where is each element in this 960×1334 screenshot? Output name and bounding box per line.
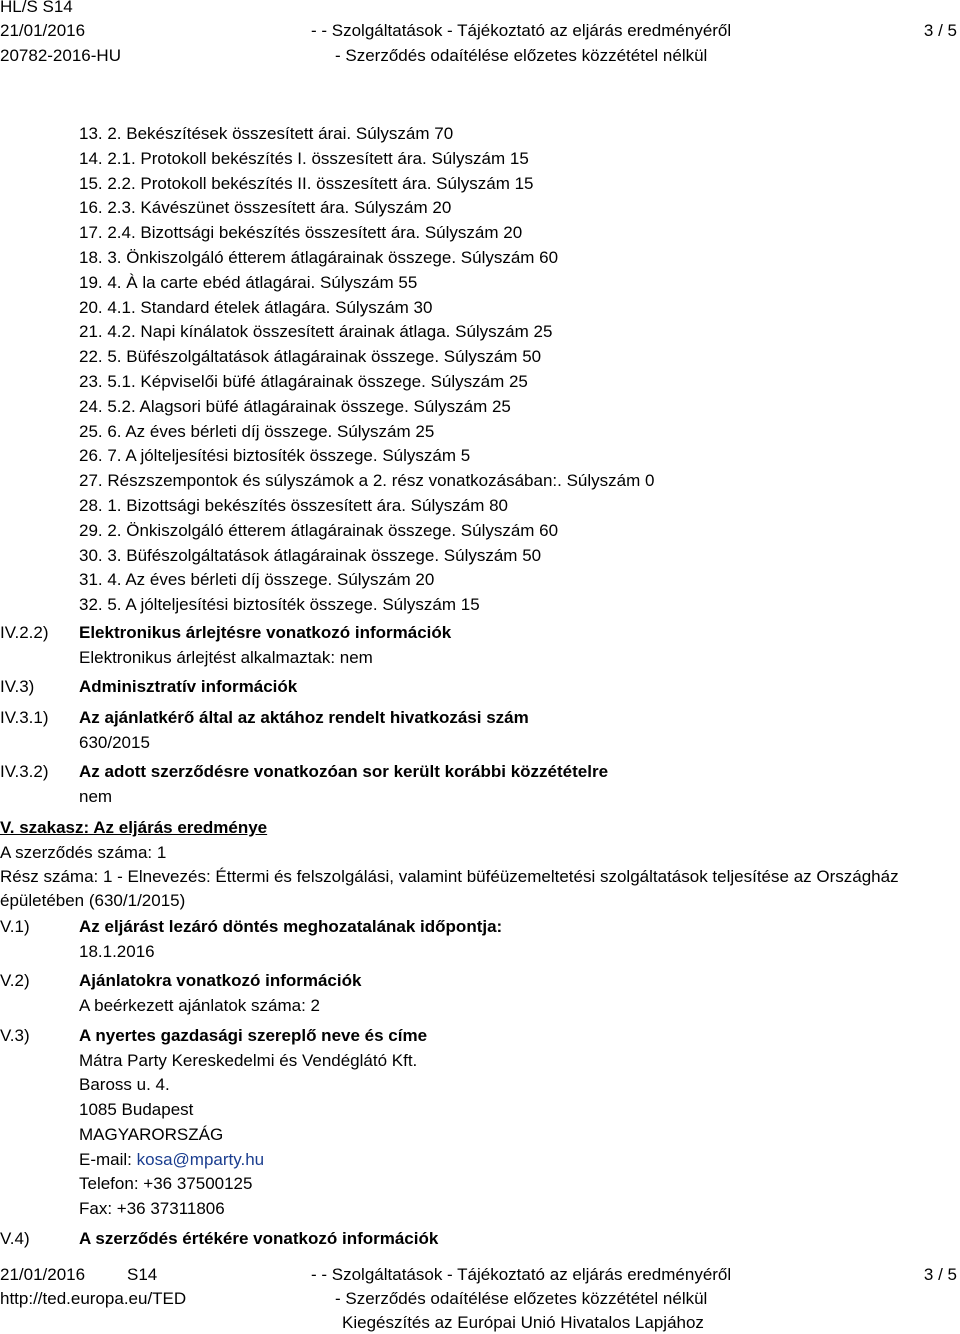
iv-3-number: IV.3) xyxy=(0,677,35,696)
header-title-line2: - Szerződés odaítélése előzetes közzététel nélkül xyxy=(335,46,708,65)
header-title-line1: - - Szolgáltatások - Tájékoztató az eljárás eredményéről xyxy=(311,21,732,40)
footer-date: 21/01/2016 xyxy=(0,1265,86,1284)
iv-3-title: Adminisztratív információk xyxy=(79,677,298,696)
iv-3-2-value: nem xyxy=(79,787,113,806)
footer-title-line1: - - Szolgáltatások - Tájékoztató az eljárás eredményéről xyxy=(311,1265,732,1284)
criterion-item: 32. 5. A jólteljesítési biztosíték összege. Súlyszám 15 xyxy=(79,595,480,615)
iv-3-1-number: IV.3.1) xyxy=(0,708,49,727)
criterion-item: 19. 4. À la carte ebéd átlagárai. Súlyszám 55 xyxy=(79,272,418,292)
contract-number: A szerződés száma: 1 xyxy=(0,843,167,862)
v-3-number: V.3) xyxy=(0,1026,30,1045)
header-date: 21/01/2016 xyxy=(0,21,86,40)
iv-2-2-value: Elektronikus árlejtést alkalmaztak: nem xyxy=(79,648,373,667)
v-2-number: V.2) xyxy=(0,971,30,990)
winner-phone: Telefon: +36 37500125 xyxy=(79,1174,253,1193)
criterion-item: 27. Részszempontok és súlyszámok a 2. rész vonatkozásában:. Súlyszám 0 xyxy=(79,471,655,491)
criterion-item: 15. 2.2. Protokoll bekészítés II. összesített ára. Súlyszám 15 xyxy=(79,173,534,193)
v-3-title: A nyertes gazdasági szereplő neve és címe xyxy=(79,1026,428,1045)
section-v-heading: V. szakasz: Az eljárás eredménye xyxy=(0,818,268,837)
iv-3-1-value: 630/2015 xyxy=(79,733,150,752)
winner-fax: Fax: +36 37311806 xyxy=(79,1199,225,1218)
lot-line2: épületében (630/1/2015) xyxy=(0,891,186,910)
footer-form-code: S14 xyxy=(127,1265,158,1284)
iv-3-2-number: IV.3.2) xyxy=(0,762,49,781)
v-1-value: 18.1.2016 xyxy=(79,942,155,961)
iv-3-2-title: Az adott szerződésre vonatkozóan sor került korábbi közzétételre xyxy=(79,762,609,781)
header-page-number: 3 / 5 xyxy=(923,21,957,40)
lot-line1: Rész száma: 1 - Elnevezés: Éttermi és felszolgálási, valamint büféüzemeltetési szolgáltatások teljesítése az Országház xyxy=(0,867,899,886)
v-1-title: Az eljárást lezáró döntés meghozatalának időpontja: xyxy=(79,917,503,936)
criterion-item: 14. 2.1. Protokoll bekészítés I. összesített ára. Súlyszám 15 xyxy=(79,148,529,168)
criterion-item: 25. 6. Az éves bérleti díj összege. Súlyszám 25 xyxy=(79,421,435,441)
winner-city: 1085 Budapest xyxy=(79,1100,194,1119)
header-reference: 20782-2016-HU xyxy=(0,46,121,65)
footer-page-number: 3 / 5 xyxy=(923,1265,957,1284)
form-code: HL/S S14 xyxy=(0,0,73,16)
v-4-number: V.4) xyxy=(0,1229,30,1248)
criterion-item: 20. 4.1. Standard ételek átlagára. Súlyszám 30 xyxy=(79,297,433,317)
criterion-item: 22. 5. Büfészolgáltatások átlagárainak összege. Súlyszám 50 xyxy=(79,347,542,367)
footer-url[interactable]: http://ted.europa.eu/TED xyxy=(0,1289,187,1308)
email-label: E-mail: xyxy=(79,1150,132,1169)
criterion-item: 29. 2. Önkiszolgáló étterem átlagárainak összege. Súlyszám 60 xyxy=(79,520,559,540)
award-criteria-list xyxy=(79,122,654,618)
criterion-item: 16. 2.3. Kávészünet összesített ára. Súlyszám 20 xyxy=(79,198,452,218)
criterion-item: 18. 3. Önkiszolgáló étterem átlagárainak összege. Súlyszám 60 xyxy=(79,247,559,267)
winner-street: Baross u. 4. xyxy=(79,1075,170,1094)
criterion-item: 21. 4.2. Napi kínálatok összesített árainak átlaga. Súlyszám 25 xyxy=(79,322,553,342)
criterion-item: 24. 5.2. Alagsori büfé átlagárainak összege. Súlyszám 25 xyxy=(79,396,511,416)
v-1-number: V.1) xyxy=(0,917,30,936)
winner-email-row xyxy=(79,1150,264,1170)
footer-title-line2: - Szerződés odaítélése előzetes közzététel nélkül xyxy=(335,1289,708,1308)
winner-country: MAGYARORSZÁG xyxy=(79,1125,224,1144)
criterion-item: 26. 7. A jólteljesítési biztosíték összege. Súlyszám 5 xyxy=(79,446,471,466)
v-2-value: A beérkezett ajánlatok száma: 2 xyxy=(79,996,320,1015)
winner-name: Mátra Party Kereskedelmi és Vendéglátó Kft. xyxy=(79,1051,418,1070)
footer-title-line3: Kiegészítés az Európai Unió Hivatalos Lapjához xyxy=(342,1313,704,1332)
email-link[interactable]: kosa@mparty.hu xyxy=(136,1150,265,1169)
v-2-title: Ajánlatokra vonatkozó információk xyxy=(79,971,362,990)
criterion-item: 30. 3. Büfészolgáltatások átlagárainak összege. Súlyszám 50 xyxy=(79,545,542,565)
criterion-item: 17. 2.4. Bizottsági bekészítés összesített ára. Súlyszám 20 xyxy=(79,223,523,243)
criterion-item: 23. 5.1. Képviselői büfé átlagárainak összege. Súlyszám 25 xyxy=(79,371,528,391)
criterion-item: 28. 1. Bizottsági bekészítés összesített ára. Súlyszám 80 xyxy=(79,495,508,515)
v-4-title: A szerződés értékére vonatkozó információk xyxy=(79,1229,439,1248)
criterion-item: 31. 4. Az éves bérleti díj összege. Súlyszám 20 xyxy=(79,570,435,590)
iv-3-1-title: Az ajánlatkérő által az aktához rendelt hivatkozási szám xyxy=(79,708,529,727)
criterion-item: 13. 2. Bekészítések összesített árai. Súlyszám 70 xyxy=(79,124,454,143)
iv-2-2-number: IV.2.2) xyxy=(0,623,49,642)
iv-2-2-title: Elektronikus árlejtésre vonatkozó információk xyxy=(79,623,452,642)
